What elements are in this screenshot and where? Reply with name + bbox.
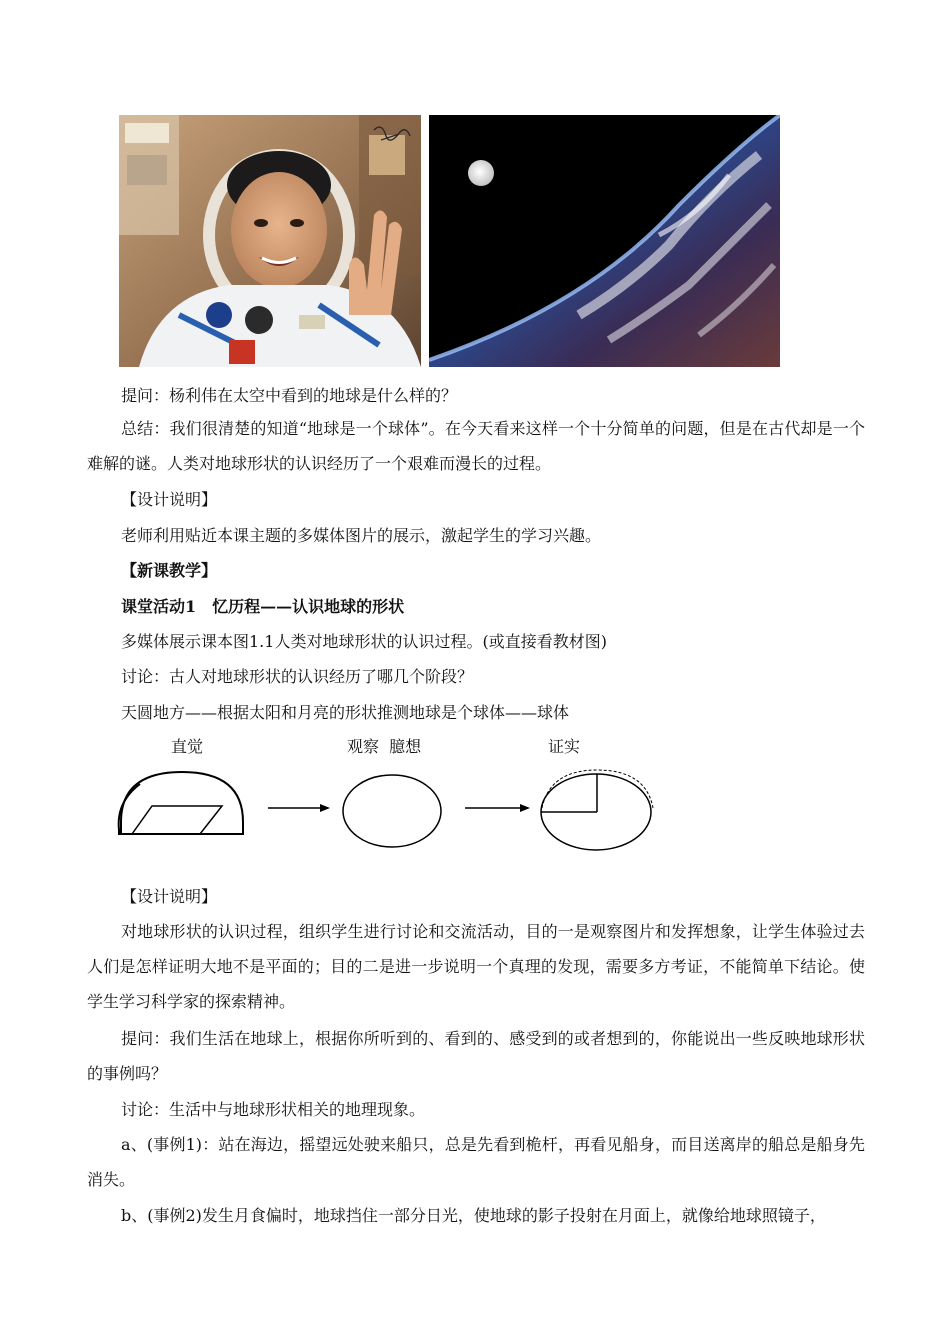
activity-heading: 课堂活动1 忆历程——认识地球的形状 [121,597,405,616]
dome-flat-earth-figure [119,772,244,835]
arrow-2 [465,804,530,812]
question-paragraph-2: 提问：我们生活在地球上，根据你所听到的、看到的、感受到的或者想到的，你能说出一些反映地球形状的事例吗？ [87,1029,865,1083]
stages-paragraph: 天圆地方——根据太阳和月亮的形状推测地球是个球体——球体 [121,703,570,722]
new-lesson-heading: 【新课教学】 [121,561,218,580]
design-note-paragraph: 老师利用贴近本课主题的多媒体图片的展示，激起学生的学习兴趣。 [121,526,602,545]
example-a-paragraph: a、(事例1)：站在海边，摇望远处驶来船只，总是先看到桅杆，再看见船身，而目送离岸的船总是船身先消失。 [87,1135,865,1189]
question-paragraph: 提问：杨利伟在太空中看到的地球是什么样的？ [121,386,458,405]
discussion-paragraph-2: 讨论：生活中与地球形状相关的地理现象。 [121,1100,426,1119]
discussion-paragraph: 讨论：古人对地球形状的认识经历了哪几个阶段？ [121,667,474,686]
design-note-paragraph-2: 对地球形状的认识过程，组织学生进行讨论和交流活动，目的一是观察图片和发挥想象，让学生体验过去人们是怎样证明大地不是平面的；目的二是进一步说明一个真理的发现，需要多方考证，不能简单下结论。使学生学习科学家的探索精神。 [87,922,865,1011]
media-paragraph: 多媒体展示课本图1.1人类对地球形状的认识过程。(或直接看教材图) [121,632,607,651]
arrow-1 [268,804,330,812]
diagram-label-observation: 观察 臆想 [347,737,422,756]
design-note-heading-2: 【设计说明】 [121,887,218,906]
proven-sphere-figure [541,770,653,850]
diagram-label-proof: 证实 [548,737,581,756]
earth-shape-diagram [110,762,670,862]
diagram-label-intuition: 直觉 [171,737,204,756]
sphere-guess-figure [343,775,441,847]
astronaut-photo [119,115,421,367]
design-note-heading: 【设计说明】 [121,490,218,509]
example-b-paragraph: b、(事例2)发生月食偏时，地球挡住一部分日光，使地球的影子投射在月面上，就像给地球照镜子， [121,1206,826,1225]
earth-from-space-photo [429,115,780,367]
summary-paragraph: 总结：我们很清楚的知道“地球是一个球体”。在今天看来这样一个十分简单的问题，但是在古代却是一个难解的谜。人类对地球形状的认识经历了一个艰难而漫长的过程。 [87,419,865,473]
